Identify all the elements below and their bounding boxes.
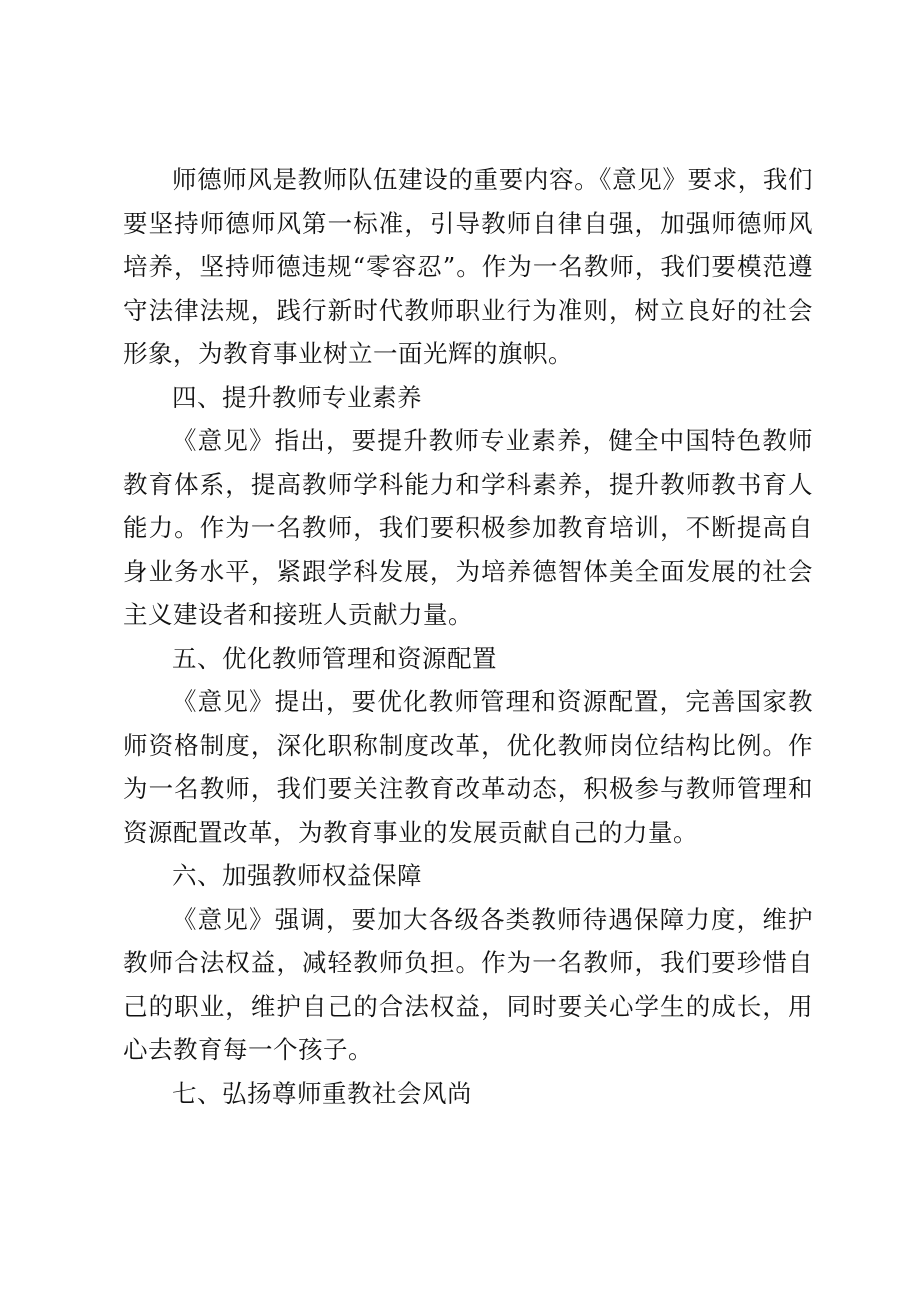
paragraph-professional-literacy: 《意见》指出，要提升教师专业素养，健全中国特色教师教育体系，提高教师学科能力和学科素养，提升教师教书育人能力。作为一名教师，我们要积极参加教育培训，不断提高自身业务水平，紧跟学科发展，为培养德智体美全面发展的社会主义建设者和接班人贡献力量。 [123, 426, 813, 629]
paragraph-teacher-ethics: 师德师风是教师队伍建设的重要内容。《意见》要求，我们要坚持师德师风第一标准，引导教师自律自强，加强师德师风培养，坚持师德违规“零容忍”。作为一名教师，我们要模范遵守法律法规，践行新时代教师职业行为准则，树立良好的社会形象，为教育事业树立一面光辉的旗帜。 [123, 165, 813, 368]
section-heading-5: 五、优化教师管理和资源配置 [172, 643, 497, 673]
paragraph-rights-protection: 《意见》强调，要加大各级各类教师待遇保障力度，维护教师合法权益，减轻教师负担。作为一名教师，我们要珍惜自己的职业，维护自己的合法权益，同时要关心学生的成长，用心去教育每一个孩子。 [123, 904, 813, 1064]
section-heading-6: 六、加强教师权益保障 [172, 861, 422, 890]
paragraph-management-resources: 《意见》提出，要优化教师管理和资源配置，完善国家教师资格制度，深化职称制度改革，优化教师岗位结构比例。作为一名教师，我们要关注教育改革动态，积极参与教师管理和资源配置改革，为教育事业的发展贡献自己的力量。 [123, 687, 813, 847]
section-heading-7: 七、弘扬尊师重教社会风尚 [172, 1078, 472, 1108]
section-heading-4: 四、提升教师专业素养 [172, 382, 422, 412]
document-body [123, 158, 813, 1115]
